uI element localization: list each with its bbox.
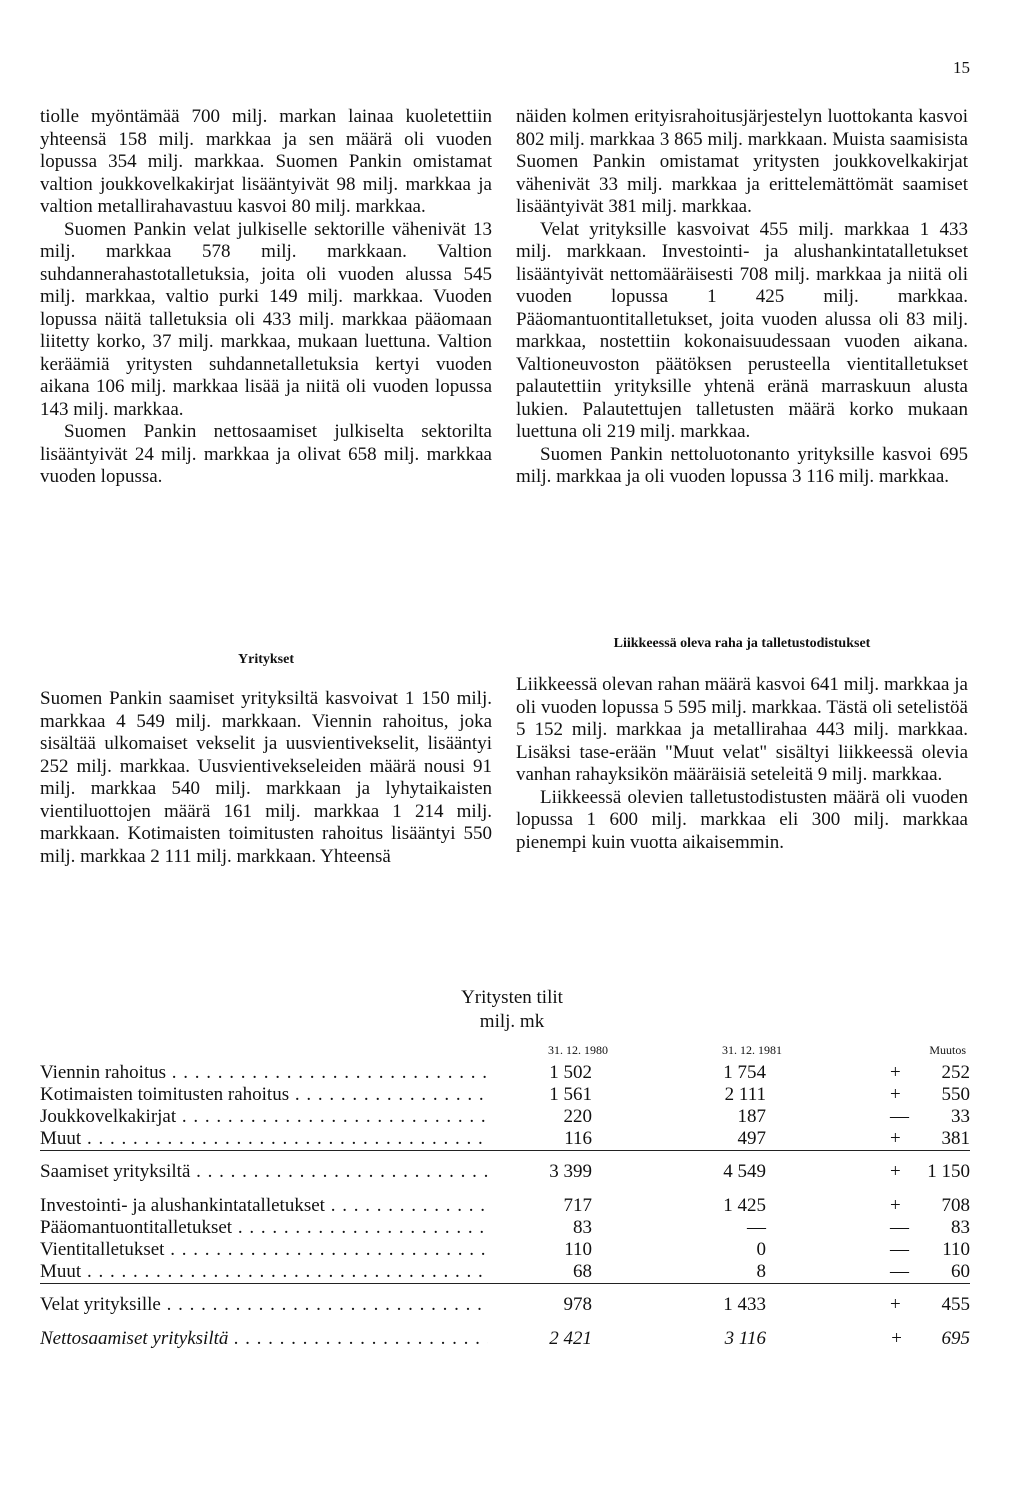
table-spacer-cell [40, 1183, 488, 1195]
change-value: 83 [951, 1217, 970, 1238]
row-label-cell [40, 1239, 488, 1261]
row-label-cell [40, 1290, 488, 1316]
paragraph: näiden kolmen erityisrahoitusjärjestelyn luottokanta kasvoi 802 milj. markkaa 3 865 milj. markkaan. Muista saamisista Suomen Pankin omistamat yritysten joukkovelkakirjat vähenivät 33 milj. markkaa ja erittelemättömät saamiset lisääntyivät 381 milj. markkaa. [516, 106, 968, 217]
change-sign: — [890, 1261, 909, 1282]
row-label-cell [40, 1106, 488, 1128]
value-1980: 2 421 [549, 1328, 592, 1349]
row-label: Nettosaamiset yrityksiltä . . . [40, 1328, 488, 1349]
table-spacer-cell [612, 1183, 792, 1195]
value-1980: 110 [564, 1239, 592, 1260]
change-value: 695 [941, 1328, 970, 1349]
table-unit: milj. mk [479, 1011, 545, 1032]
paragraph: tiolle myöntämää 700 milj. markan lainaa kuoletettiin yhteensä 158 milj. markkaa ja sen määrä oli vuoden lopussa 354 milj. markkaa. Suomen Pankin omistamat valtion joukkovelkakirjat lisääntyivät 98 milj. markkaa ja valtion metallirahavastuu kasvoi 80 milj. markkaa. [40, 106, 492, 217]
change-cell [792, 1062, 970, 1084]
value-1980: 1 502 [549, 1062, 592, 1083]
table-row [40, 1157, 970, 1183]
row-label-cell [40, 1217, 488, 1239]
row-label-cell [40, 1261, 488, 1284]
table-spacer-cell [792, 1183, 970, 1195]
change-sign: + [890, 1328, 903, 1349]
table-title: Yritysten tilit [461, 987, 563, 1008]
header-label [40, 1040, 488, 1062]
change-sign: — [890, 1217, 909, 1238]
change-sign: + [890, 1084, 901, 1105]
change-sign: + [890, 1128, 901, 1149]
row-label: Muut . . . [40, 1128, 488, 1149]
row-label: Kotimaisten toimitusten rahoitus . . . [40, 1084, 488, 1105]
value-1981: 1 425 [723, 1195, 766, 1216]
section-liikkeessa-oleva-raha [516, 636, 968, 854]
change-value: 252 [941, 1062, 970, 1083]
table-row [40, 1217, 970, 1239]
right-column [516, 106, 968, 489]
row-label: Pääomantuontitalletukset . . . [40, 1217, 488, 1238]
change-value: 1 150 [927, 1161, 970, 1182]
table-row [40, 1106, 970, 1128]
paragraph: Suomen Pankin nettoluotonanto yrityksille kasvoi 695 milj. markkaa ja oli vuoden lopussa 3 116 milj. markkaa. [516, 443, 968, 487]
value-1980: 116 [564, 1128, 592, 1149]
change-value: 110 [942, 1239, 970, 1260]
change-sign: — [890, 1239, 909, 1260]
row-label-cell [40, 1062, 488, 1084]
accounts-table [40, 1040, 970, 1350]
table-spacer-cell [40, 1316, 488, 1328]
paragraph: Suomen Pankin saamiset yrityksiltä kasvoivat 1 150 milj. markkaa 4 549 milj. markkaan. Viennin rahoitus, joka sisältää ulkomaiset vekselit ja uusvientivekselit, lisääntyi 252 milj. markkaa. Uusvientivekseleiden määrä nousi 91 milj. markkaa 540 milj. markkaan ja lyhytaikaisten vientiluottojen määrä 161 milj. markkaa 1 214 milj. markkaan. Kotimaisten toimitusten rahoitus lisääntyi 550 milj. markkaa 2 111 milj. markkaan. Yhteensä [40, 688, 492, 867]
change-cell [792, 1290, 970, 1316]
table-spacer-cell [488, 1183, 612, 1195]
change-value: 60 [951, 1261, 970, 1282]
change-cell [792, 1157, 970, 1183]
header-1980: 31. 12. 1980 [548, 1043, 608, 1057]
paragraph: Liikkeessä olevien talletustodistusten määrä oli vuoden lopussa 1 600 milj. markkaa eli 300 milj. markkaa pienempi kuin vuotta aikaisemmin. [516, 786, 968, 853]
table-row [40, 1084, 970, 1106]
value-1980: 978 [563, 1294, 592, 1315]
left-column [40, 106, 492, 489]
row-label: Velat yrityksille . . . [40, 1294, 488, 1315]
change-sign: + [890, 1062, 901, 1083]
page-number: 15 [953, 58, 970, 77]
value-1981: 3 116 [724, 1328, 766, 1349]
table-row [40, 1239, 970, 1261]
row-label-cell [40, 1128, 488, 1151]
section-yritykset [40, 652, 492, 868]
row-label: Saamiset yrityksiltä . . . [40, 1161, 488, 1182]
change-cell [792, 1195, 970, 1217]
row-label-cell [40, 1328, 488, 1350]
change-value: 455 [941, 1294, 970, 1315]
value-1981: 2 111 [724, 1084, 766, 1105]
paragraph: Suomen Pankin velat julkiselle sektorille vähenivät 13 milj. markkaa 578 milj. markkaan. Valtion suhdannerahastotalletuksia, joita oli vuoden alussa 545 milj. markkaa, valtio purki 149 milj. markkaa. Vuoden lopussa näitä talletuksia oli 433 milj. markkaa pääomaan liitetty korko, 37 milj. markkaa, mukaan luettuna. Valtion keräämiä yritysten suhdannetalletuksia kertyi vuoden aikana 106 milj. markkaa lisää ja niitä oli vuoden lopussa 143 milj. markkaa. [40, 218, 492, 420]
row-label: Viennin rahoitus . . . [40, 1062, 488, 1083]
table-spacer-cell [612, 1316, 792, 1328]
value-1980: 68 [573, 1261, 592, 1282]
value-1981: 187 [737, 1106, 766, 1127]
paragraph: Suomen Pankin nettosaamiset julkiselta sektorilta lisääntyivät 24 milj. markkaa ja olivat 658 milj. markkaa vuoden lopussa. [40, 421, 492, 487]
row-label-cell [40, 1084, 488, 1106]
table-spacer-cell [792, 1316, 970, 1328]
section-heading: Liikkeessä oleva raha ja talletustodistukset [613, 636, 871, 651]
paragraph: Liikkeessä olevan rahan määrä kasvoi 641 milj. markkaa ja oli vuoden lopussa 5 595 milj. markkaa. Tästä oli setelistöä 5 152 milj. markkaa ja metallirahaa 443 milj. markkaa. Lisäksi tase-erään "Muut velat" sisältyi liikkeessä olevia vanhan rahayksikön määräisiä seteleitä 9 milj. markkaa. [516, 674, 968, 785]
change-value: 33 [951, 1106, 970, 1127]
value-1980: 717 [563, 1195, 592, 1216]
change-value: 381 [941, 1128, 970, 1149]
table-gap [40, 1183, 970, 1195]
table-row [40, 1195, 970, 1217]
change-sign: + [890, 1195, 901, 1216]
table-row [40, 1128, 970, 1151]
row-label-cell [40, 1157, 488, 1183]
row-label: Investointi- ja alushankintatalletukset . . . [40, 1195, 488, 1216]
change-sign: + [890, 1294, 901, 1315]
row-label: Joukkovelkakirjat . . . [40, 1106, 488, 1127]
header-1981: 31. 12. 1981 [722, 1043, 782, 1057]
value-1981: 0 [756, 1239, 766, 1260]
change-sign: — [890, 1106, 909, 1127]
value-1981: 8 [756, 1261, 766, 1282]
table-spacer-cell [488, 1316, 612, 1328]
change-value: 550 [941, 1084, 970, 1105]
change-cell [792, 1261, 970, 1284]
table-title-block [0, 986, 1024, 1034]
change-cell [792, 1084, 970, 1106]
table-row [40, 1328, 970, 1350]
change-cell [792, 1128, 970, 1151]
value-1981: 497 [737, 1128, 766, 1149]
table-row [40, 1261, 970, 1284]
row-label: Vientitalletukset . . . [40, 1239, 488, 1260]
row-label-cell [40, 1195, 488, 1217]
paragraph: Velat yrityksille kasvoivat 455 milj. markkaa 1 433 milj. markkaan. Investointi- ja alushankintatalletukset lisääntyivät nettomääräisesti 708 milj. markkaa ja niitä oli vuoden lopussa 1 425 milj. markkaa. Pääomantuontitalletukset, joita vuoden alussa oli 83 milj. markkaa, nostettiin kokonaisuudessaan vuoden aikana. Valtioneuvoston päätöksen perusteella vientitalletukset palautettiin yrityksille yhtenä eränä marraskuun alusta lukien. Palautettujen talletusten määrä korko mukaan luettuna oli 219 milj. markkaa. [516, 218, 968, 442]
value-1980: 83 [573, 1217, 592, 1238]
value-1981: 1 754 [723, 1062, 766, 1083]
change-cell [792, 1217, 970, 1239]
row-label: Muut . . . [40, 1261, 488, 1282]
change-sign: + [890, 1161, 901, 1182]
change-cell [792, 1328, 970, 1350]
value-1981: 1 433 [723, 1294, 766, 1315]
value-1980: 1 561 [549, 1084, 592, 1105]
table-gap [40, 1316, 970, 1328]
table-row [40, 1290, 970, 1316]
change-cell [792, 1106, 970, 1128]
value-1980: 3 399 [549, 1161, 592, 1182]
header-muutos: Muutos [929, 1043, 966, 1057]
table-body [40, 1062, 970, 1350]
section-heading: Yritykset [238, 652, 294, 667]
table-row [40, 1062, 970, 1084]
value-1981: 4 549 [723, 1161, 766, 1182]
change-cell [792, 1239, 970, 1261]
value-1981: — [747, 1217, 766, 1238]
value-1980: 220 [563, 1106, 592, 1127]
change-value: 708 [941, 1195, 970, 1216]
